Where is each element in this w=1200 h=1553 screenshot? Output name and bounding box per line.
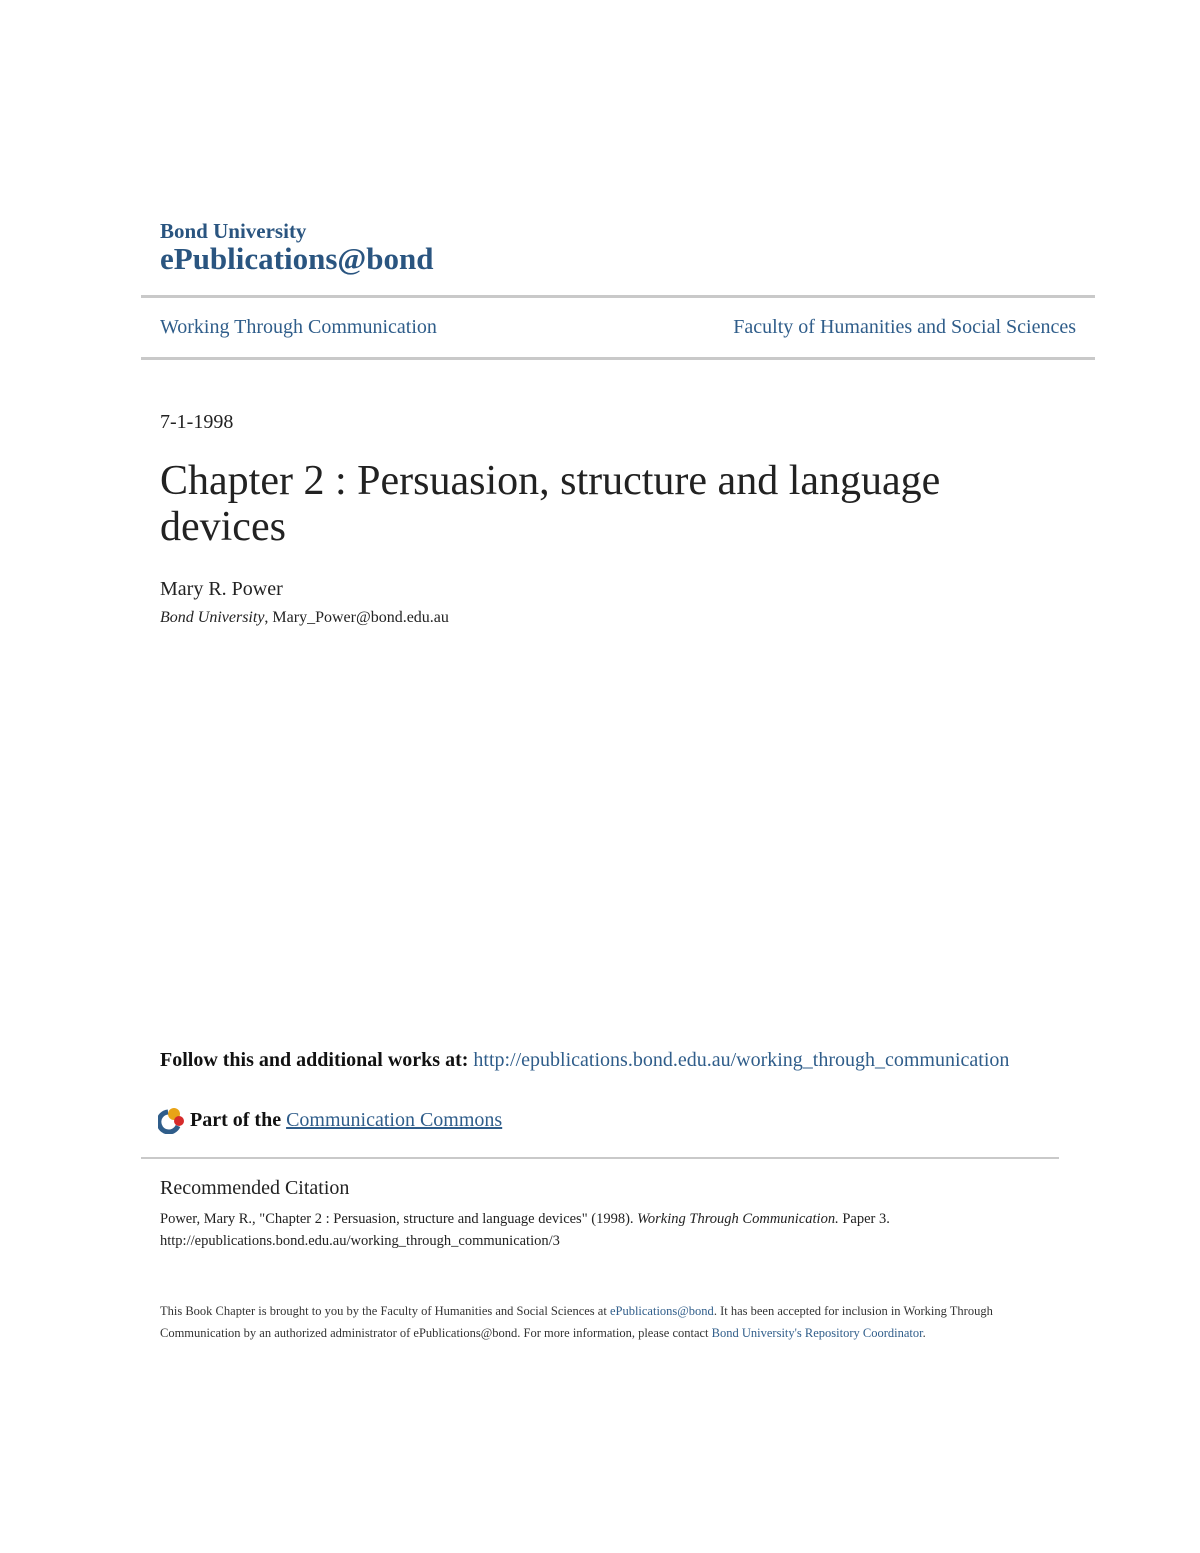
coordinator-link[interactable]: Bond University's Repository Coordinator	[711, 1326, 923, 1340]
footer-text-end: .	[922, 1326, 926, 1340]
collection-link[interactable]: http://epublications.bond.edu.au/working_through_communication	[473, 1049, 1010, 1071]
divider	[141, 295, 1095, 298]
repository-link[interactable]: ePublications@bond	[609, 1304, 714, 1318]
author-institution: Bond University	[160, 609, 265, 626]
citation-journal: Working Through Communication.	[637, 1211, 839, 1227]
page-title: Chapter 2 : Persuasion, structure and language devices	[160, 458, 941, 550]
faculty-link[interactable]: Faculty of Humanities and Social Sciences	[733, 316, 1076, 338]
publication-date: 7-1-1998	[160, 411, 234, 433]
footer-note	[160, 1300, 1030, 1344]
follow-section	[160, 1046, 1060, 1075]
network-commons-icon	[158, 1106, 186, 1134]
citation-text	[160, 1208, 1020, 1252]
citation-suffix: Paper 3.	[842, 1211, 890, 1227]
follow-label: Follow this and additional works at:	[160, 1049, 469, 1071]
part-of-label: Part of the	[190, 1108, 282, 1131]
affiliation-separator: ,	[264, 609, 273, 626]
footer-text-2: . It has been accepted for inclusion in Working Through Communication by an authorized administrator of ePublications@bond. For more information, please contact	[160, 1304, 993, 1340]
citation-prefix: Power, Mary R., "Chapter 2 : Persuasion, structure and language devices" (1998).	[160, 1211, 634, 1227]
commons-link[interactable]: Communication Commons	[286, 1108, 503, 1131]
repository-name[interactable]: ePublications@bond	[160, 241, 434, 276]
footer-text-1: This Book Chapter is brought to you by the Faculty of Humanities and Social Sciences at	[160, 1304, 607, 1318]
citation-heading: Recommended Citation	[160, 1177, 350, 1199]
author-affiliation	[160, 609, 449, 627]
university-name: Bond University	[160, 219, 307, 243]
divider	[141, 357, 1095, 360]
part-of-section	[158, 1106, 502, 1134]
series-link[interactable]: Working Through Communication	[160, 316, 437, 338]
citation-url[interactable]: http://epublications.bond.edu.au/working_through_communication/3	[160, 1233, 560, 1249]
author-name: Mary R. Power	[160, 578, 283, 600]
divider	[141, 1157, 1059, 1159]
author-email: Mary_Power@bond.edu.au	[272, 609, 449, 626]
